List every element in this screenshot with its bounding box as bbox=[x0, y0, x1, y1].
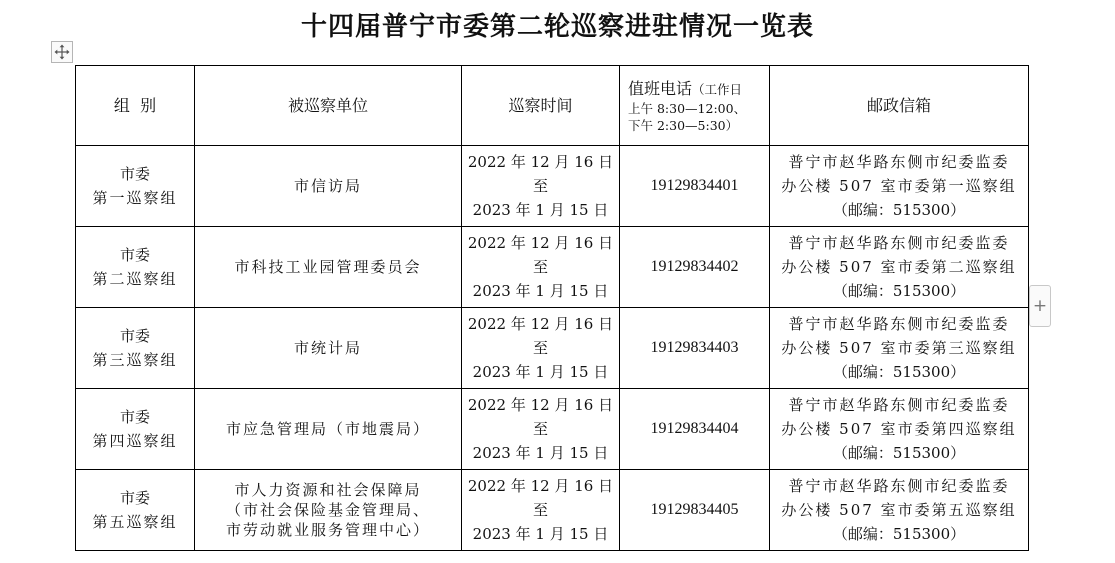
mailbox-cell bbox=[770, 470, 1029, 551]
unit-line-1: 市人力资源和社会保障局 bbox=[234, 481, 422, 499]
phone-cell: 19129834405 bbox=[620, 470, 770, 551]
unit-line-2: （市社会保险基金管理局、 bbox=[225, 501, 430, 519]
phone-cell: 19129834403 bbox=[620, 308, 770, 389]
header-mailbox-label: 邮政信箱 bbox=[866, 95, 931, 115]
time-start: 2022 年 12 月 16 日 bbox=[467, 315, 614, 333]
add-column-button[interactable] bbox=[1029, 285, 1051, 327]
table-row bbox=[76, 227, 1029, 308]
time-end: 2023 年 1 月 15 日 bbox=[472, 201, 609, 219]
group-line-2: 第五巡察组 bbox=[92, 513, 178, 531]
unit-line-3: 市劳动就业服务管理中心） bbox=[225, 521, 430, 539]
mailbox-cell bbox=[770, 146, 1029, 227]
unit-cell bbox=[195, 227, 462, 308]
mail-line-2: 办公楼 507 室市委第四巡察组 bbox=[781, 420, 1017, 438]
time-start: 2022 年 12 月 16 日 bbox=[467, 396, 614, 414]
group-cell bbox=[76, 146, 195, 227]
time-to: 至 bbox=[532, 258, 548, 276]
table-header-row bbox=[76, 66, 1029, 146]
mail-line-3: （邮编：515300） bbox=[832, 525, 966, 543]
group-cell bbox=[76, 470, 195, 551]
time-end: 2023 年 1 月 15 日 bbox=[472, 525, 609, 543]
document-title: 十四届普宁市委第二轮巡察进驻情况一览表 bbox=[300, 12, 814, 42]
header-phone-hours-2: 上午 8:30—12:00、 bbox=[628, 100, 747, 116]
move-arrows-icon bbox=[54, 44, 70, 60]
time-to: 至 bbox=[532, 501, 548, 519]
table-move-handle[interactable] bbox=[51, 41, 73, 63]
time-cell bbox=[462, 470, 620, 551]
time-cell bbox=[462, 227, 620, 308]
inspection-table bbox=[75, 65, 1029, 551]
header-mailbox bbox=[770, 66, 1029, 146]
group-line-1: 市委 bbox=[119, 327, 150, 345]
mail-line-1: 普宁市赵华路东侧市纪委监委 bbox=[788, 315, 1010, 333]
time-to: 至 bbox=[532, 420, 548, 438]
unit-line-1: 市科技工业园管理委员会 bbox=[234, 258, 422, 276]
phone-cell: 19129834401 bbox=[620, 146, 770, 227]
mail-line-3: （邮编：515300） bbox=[832, 363, 966, 381]
time-start: 2022 年 12 月 16 日 bbox=[467, 477, 614, 495]
group-line-2: 第三巡察组 bbox=[92, 351, 178, 369]
time-start: 2022 年 12 月 16 日 bbox=[467, 234, 614, 252]
header-phone-hours-3: 下午 2:30—5:30） bbox=[628, 117, 739, 133]
mail-line-1: 普宁市赵华路东侧市纪委监委 bbox=[788, 234, 1010, 252]
time-end: 2023 年 1 月 15 日 bbox=[472, 363, 609, 381]
unit-line-1: 市统计局 bbox=[293, 339, 362, 357]
unit-cell bbox=[195, 146, 462, 227]
header-unit bbox=[195, 66, 462, 146]
mail-line-2: 办公楼 507 室市委第三巡察组 bbox=[781, 339, 1017, 357]
time-start: 2022 年 12 月 16 日 bbox=[467, 153, 614, 171]
unit-cell bbox=[195, 470, 462, 551]
unit-line-1: 市信访局 bbox=[293, 177, 362, 195]
mail-line-3: （邮编：515300） bbox=[832, 444, 966, 462]
group-cell bbox=[76, 227, 195, 308]
phone-cell: 19129834402 bbox=[620, 227, 770, 308]
group-cell bbox=[76, 308, 195, 389]
group-line-2: 第一巡察组 bbox=[92, 189, 178, 207]
mail-line-3: （邮编：515300） bbox=[832, 201, 966, 219]
header-time bbox=[462, 66, 620, 146]
table-row bbox=[76, 146, 1029, 227]
phone-cell: 19129834404 bbox=[620, 389, 770, 470]
unit-cell bbox=[195, 308, 462, 389]
table-row bbox=[76, 308, 1029, 389]
plus-icon: + bbox=[1032, 296, 1048, 316]
time-to: 至 bbox=[532, 177, 548, 195]
group-line-2: 第四巡察组 bbox=[92, 432, 178, 450]
mail-line-1: 普宁市赵华路东侧市纪委监委 bbox=[788, 396, 1010, 414]
mailbox-cell bbox=[770, 308, 1029, 389]
header-phone-hours-1: （工作日 bbox=[692, 81, 743, 97]
group-line-1: 市委 bbox=[119, 246, 150, 264]
mail-line-1: 普宁市赵华路东侧市纪委监委 bbox=[788, 153, 1010, 171]
header-phone bbox=[620, 66, 770, 146]
mail-line-2: 办公楼 507 室市委第五巡察组 bbox=[781, 501, 1017, 519]
time-cell bbox=[462, 308, 620, 389]
time-end: 2023 年 1 月 15 日 bbox=[472, 282, 609, 300]
mailbox-cell bbox=[770, 227, 1029, 308]
header-phone-label: 值班电话 bbox=[628, 78, 693, 98]
unit-cell bbox=[195, 389, 462, 470]
table-row bbox=[76, 470, 1029, 551]
table-row bbox=[76, 389, 1029, 470]
header-unit-label: 被巡察单位 bbox=[287, 95, 368, 115]
header-group-label: 组 别 bbox=[113, 95, 157, 115]
group-line-1: 市委 bbox=[119, 165, 150, 183]
mail-line-2: 办公楼 507 室市委第二巡察组 bbox=[781, 258, 1017, 276]
header-group bbox=[76, 66, 195, 146]
group-line-2: 第二巡察组 bbox=[92, 270, 178, 288]
unit-line-1: 市应急管理局（市地震局） bbox=[225, 420, 430, 438]
group-line-1: 市委 bbox=[119, 489, 150, 507]
mail-line-2: 办公楼 507 室市委第一巡察组 bbox=[781, 177, 1017, 195]
time-end: 2023 年 1 月 15 日 bbox=[472, 444, 609, 462]
time-cell bbox=[462, 389, 620, 470]
mail-line-3: （邮编：515300） bbox=[832, 282, 966, 300]
mail-line-1: 普宁市赵华路东侧市纪委监委 bbox=[788, 477, 1010, 495]
time-cell bbox=[462, 146, 620, 227]
time-to: 至 bbox=[532, 339, 548, 357]
group-cell bbox=[76, 389, 195, 470]
header-time-label: 巡察时间 bbox=[508, 95, 573, 115]
mailbox-cell bbox=[770, 389, 1029, 470]
group-line-1: 市委 bbox=[119, 408, 150, 426]
